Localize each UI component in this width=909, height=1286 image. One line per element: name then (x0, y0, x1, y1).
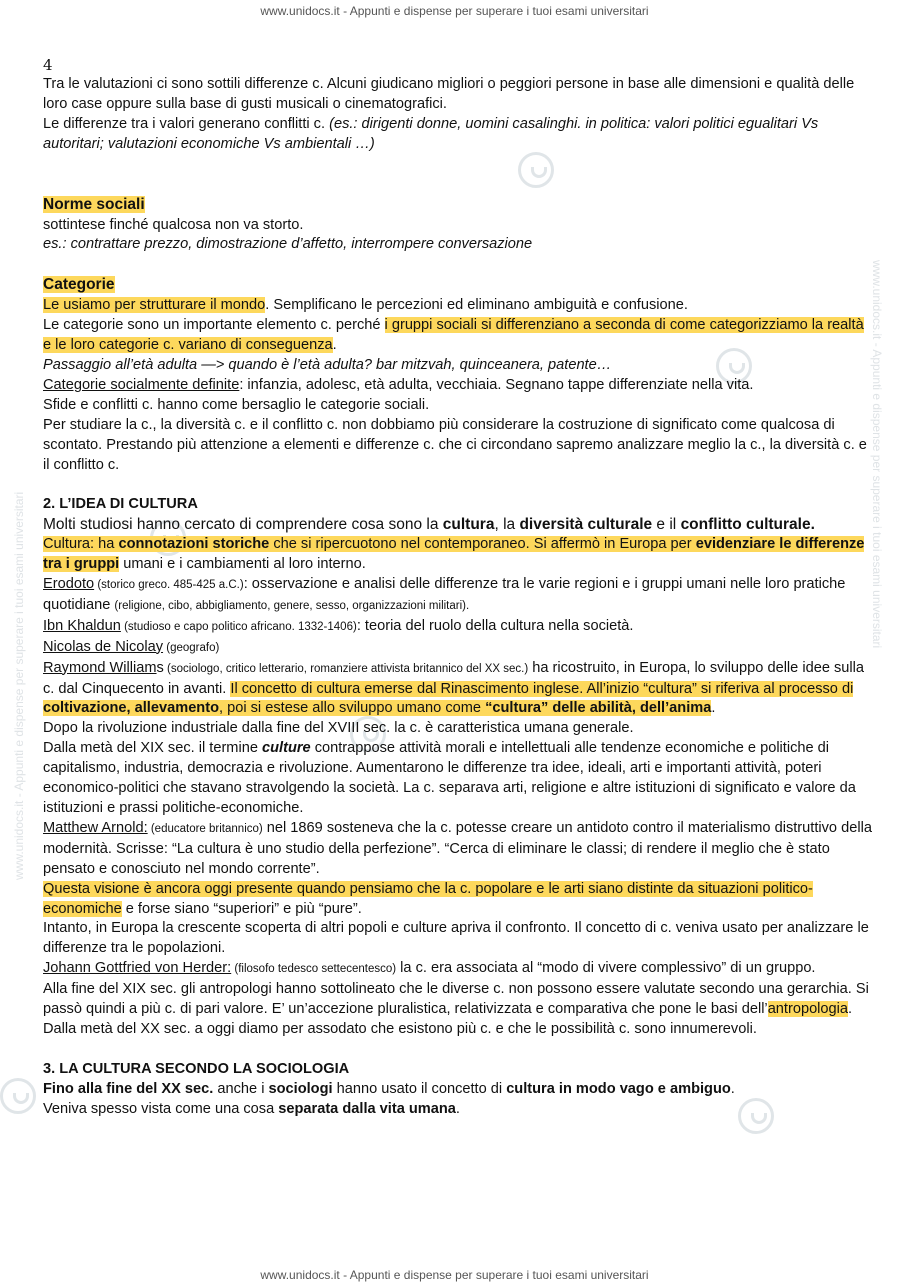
bottom-banner: www.unidocs.it - Appunti e dispense per superare i tuoi esami universitari (260, 1268, 649, 1282)
paragraph: Johann Gottfried von Herder: (filosofo tedesco settecentesco) la c. era associata al “modo di vivere complessivo” di un gruppo. (43, 960, 816, 977)
paragraph: Fino alla fine del XX sec. anche i sociologi hanno usato il concetto di cultura in modo vago e ambiguo. (43, 1080, 735, 1097)
paragraph: Molti studiosi hanno cercato di comprendere cosa sono la cultura, la diversità culturale e il conflitto culturale. (43, 516, 815, 534)
paragraph: Dalla metà del XIX sec. il termine culture contrappose attività morali e intellettuali alle tendenze economiche e politiche di capitalismo, industria, democrazia e rivoluzione. Aumentarono le differenze tra idee, ideali, arti e importanti attività, poteri economico-politici che stavano stravolgendo la società. La c. separava arti, religione e altre istituzioni di significato e valore da istituzioni e prassi politiche-economiche. (43, 740, 856, 816)
paragraph: Alla fine del XIX sec. gli antropologi hanno sottolineato che le diverse c. non possono essere valutate secondo una gerarchia. Si passò quindi a più c. di pari valore. E’ un’accezione pluralistica, relativizzata e comparativa che pone le basi dell’antropologia. (43, 981, 869, 1018)
unidocs-logo-watermark (0, 1078, 36, 1114)
section-heading: 3. LA CULTURA SECONDO LA SOCIOLOGIA (43, 1060, 350, 1077)
section-heading: Categorie (43, 276, 115, 294)
paragraph: Intanto, in Europa la crescente scoperta di altri popoli e culture apriva il confronto. Il concetto di c. veniva usato per analizzare le differenze tra le popolazioni. (43, 920, 869, 957)
paragraph: Tra le valutazioni ci sono sottili differenze c. Alcuni giudicano migliori o peggiori persone in base alle dimensioni e qualità delle loro case oppure sulla base di gusti musicali o cinematografici. (43, 76, 855, 112)
section-heading: 2. L’IDEA DI CULTURA (43, 496, 198, 513)
right-side-watermark: www.unidocs.it - Appunti e dispense per superare i tuoi esami universitari (870, 260, 884, 649)
section-heading: Norme sociali (43, 195, 145, 213)
paragraph: Raymond Williams (sociologo, critico letterario, romanziere attivista britannico del XX sec.) ha ricostruito, in Europa, lo sviluppo delle idee sulla c. dal Cinquecento in avanti. Il concetto di cultura emerse dal Rinascimento inglese. All’inizio “cultura” si riferiva al processo di coltivazione, allevamento, poi si estese allo sviluppo umano come “cultura” delle abilità, dell’anima. (43, 659, 865, 717)
paragraph: Erodoto (storico greco. 485-425 a.C.): osservazione e analisi delle differenze tra le varie regioni e i gruppi umani nelle loro pratiche quotidiane (religione, cibo, abbigliamento, genere, sesso, organizzazioni militari). (43, 576, 846, 613)
paragraph: sottintese finché qualcosa non va storto. (43, 216, 304, 233)
paragraph: Dalla metà del XX sec. a oggi diamo per assodato che esistono più c. e che le possibilità c. sono innumerevoli. (43, 1020, 757, 1037)
paragraph: es.: contrattare prezzo, dimostrazione d’affetto, interrompere conversazione (43, 236, 533, 253)
paragraph: Questa visione è ancora oggi presente quando pensiamo che la c. popolare e le arti siano distinte da situazioni politico-economiche e forse siano “superiori” e più “pure”. (43, 880, 813, 917)
left-side-watermark: www.unidocs.it - Appunti e dispense per superare i tuoi esami universitari (12, 491, 26, 880)
document-body (43, 56, 873, 1120)
paragraph: Sfide e conflitti c. hanno come bersaglio le categorie sociali. (43, 396, 430, 413)
top-banner: www.unidocs.it - Appunti e dispense per superare i tuoi esami universitari (260, 4, 649, 18)
paragraph: Ibn Khaldun (studioso e capo politico africano. 1332-1406): teoria del ruolo della cultura nella società. (43, 617, 634, 634)
paragraph: Cultura: ha connotazioni storiche che si ripercuotono nel contemporaneo. Si affermò in Europa per evidenziare le differenze tra i gruppi umani e i cambiamenti al loro interno. (43, 536, 865, 573)
paragraph: Veniva spesso vista come una cosa separata dalla vita umana. (43, 1100, 460, 1117)
paragraph: Categorie socialmente definite: infanzia, adolesc, età adulta, vecchiaia. Segnano tappe differenziate nella vita. (43, 376, 754, 393)
paragraph: Per studiare la c., la diversità c. e il conflitto c. non dobbiamo più considerare la costruzione di significato come qualcosa di scontato. Prestando più attenzione a elementi e differenze c. che ci circondano sapremo analizzare meglio la c., la diversità c. e il conflitto c. (43, 416, 867, 473)
page-number: 4 (43, 56, 53, 74)
paragraph: Passaggio all’età adulta —> quando è l’età adulta? bar mitzvah, quinceanera, patente… (43, 356, 612, 373)
paragraph: Matthew Arnold: (educatore britannico) nel 1869 sosteneva che la c. potesse creare un antidoto contro il materialismo distruttivo della modernità. Scrisse: “La cultura è uno studio della perfezione”. “Cerca di eliminare le classi; di rendere il meglio che è stato pensato e conosciuto nel mondo corrente”. (43, 819, 872, 877)
paragraph: Le differenze tra i valori generano conflitti c. (es.: dirigenti donne, uomini casalinghi. in politica: valori politici egualitari Vs autoritari; valutazioni economiche Vs ambientali …) (43, 115, 819, 152)
paragraph: Dopo la rivoluzione industriale dalla fine del XVIII sec. la c. è caratteristica umana generale. (43, 720, 634, 737)
paragraph: Le usiamo per strutturare il mondo. Semplificano le percezioni ed eliminano ambiguità e confusione. (43, 297, 688, 314)
paragraph: Nicolas de Nicolay (geografo) (43, 638, 220, 655)
paragraph: Le categorie sono un importante elemento c. perché i gruppi sociali si differenziano a seconda di come categorizziamo la realtà e le loro categorie c. variano di conseguenza. (43, 317, 864, 354)
